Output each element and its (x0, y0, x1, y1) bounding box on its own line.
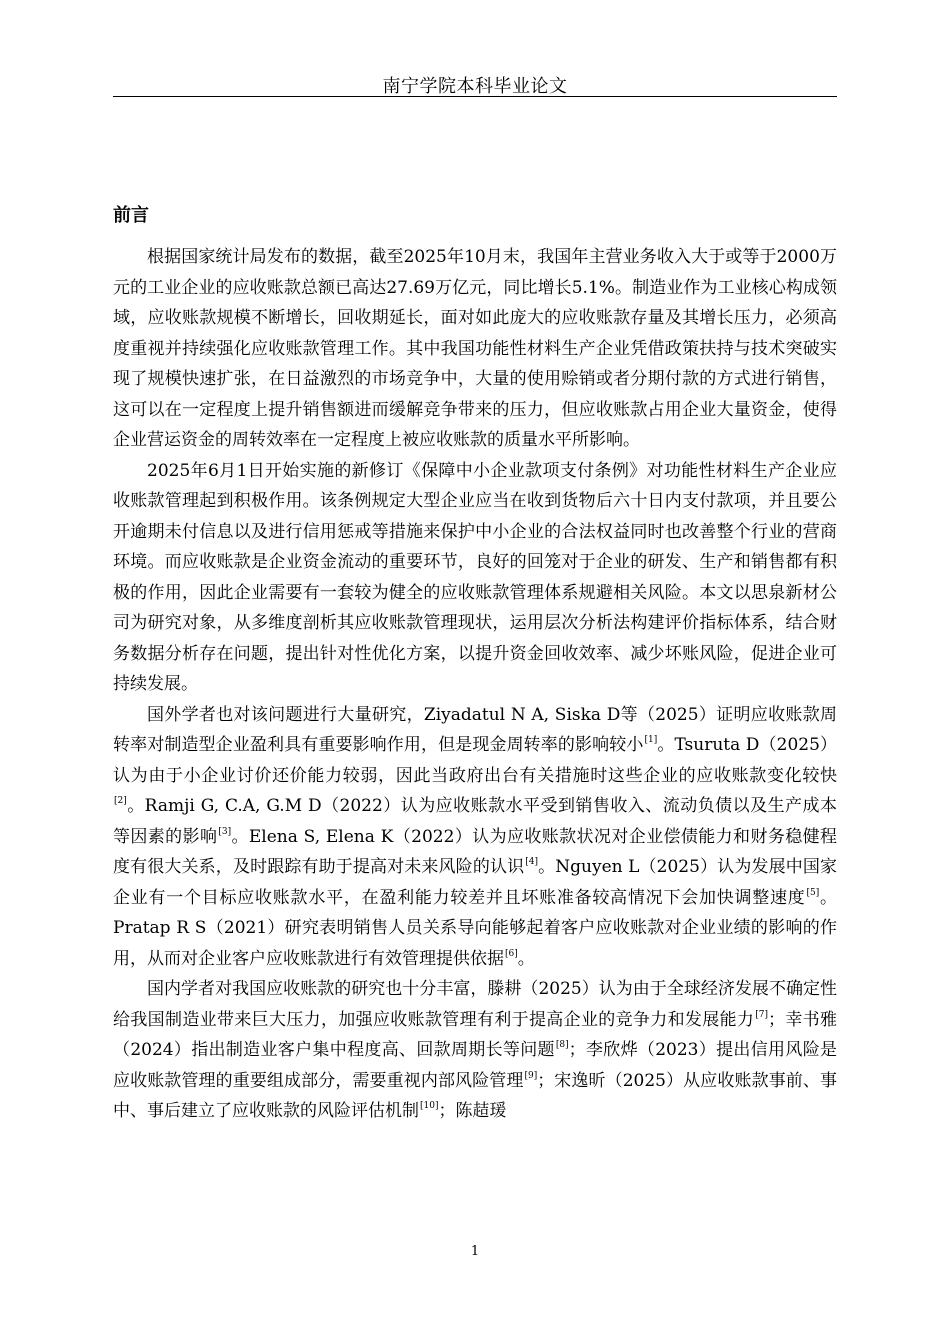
paragraph-text: ；幸书雅（2024）指出制造业客户集中程度高、回款周期长等问题 (113, 1009, 838, 1060)
paragraph-text: ；宋逸昕（2025）从应收账款事前、事中、事后建立了应收账款的风险评估机制 (113, 1070, 837, 1121)
citation-marker: [1] (644, 735, 658, 745)
citation-marker: [7] (755, 1009, 769, 1020)
citation-marker: [3] (218, 826, 232, 837)
paragraph (113, 974, 837, 1127)
paragraph-text: ；李欣烨（2023）提出信用风险是应收账款管理的重要组成部分，需要重视内部风险管理 (113, 1040, 838, 1091)
paragraph (113, 242, 837, 456)
citation-marker: [9] (524, 1070, 538, 1081)
citation-marker: [5] (806, 887, 820, 898)
paragraph-text: 。Elena S, Elena K（2022）认为应收账款状况对企业偿债能力和财务稳健程度有很大关系，及时跟踪有助于提高对未来风险的认识 (113, 826, 837, 877)
body-text (113, 242, 837, 1127)
citation-marker: [8] (555, 1040, 569, 1050)
citation-marker: [6] (505, 948, 518, 959)
citation-marker: [10] (420, 1101, 439, 1111)
paragraph-text: 根据国家统计局发布的数据，截至2025年10月末，我国年主营业务收入大于或等于2000万元的工业企业的应收账款总额已高达27.69万亿元，同比增长5.1%。制造业作为工业核心构成领域，应收账款规模不断增长，回收期延长，面对如此庞大的应收账款存量及其增长压力，必须高度重视并持续强化应收账款管理工作。其中我国功能性材料生产企业凭借政策扶持与技术突破实现了规模快速扩张，在日益激烈的市场竞争中，大量的使用赊销或者分期付款的方式进行销售，这可以在一定程度上提升销售额进而缓解竞争带来的压力，但应收账款占用企业大量资金，使得企业营运资金的周转效率在一定程度上被应收账款的质量水平所影响。 (113, 247, 837, 450)
paragraph-text: 2025年6月1日开始实施的新修订《保障中小企业款项支付条例》对功能性材料生产企业应收账款管理起到积极作用。该条例规定大型企业应当在收到货物后六十日内支付款项，并且要公开逾期未付信息以及进行信用惩戒等措施来保护中小企业的合法权益同时也改善整个行业的营商环境。而应收账款是企业资金流动的重要环节，良好的回笼对于企业的研发、生产和销售都有积极的作用，因此企业需要有一套较为健全的应收账款管理体系规避相关风险。本文以思泉新材公司为研究对象，从多维度剖析其应收账款管理现状，运用层次分析法构建评价指标体系，结合财务数据分析存在问题，提出针对性优化方案，以提升资金回收效率、减少坏账风险，促进企业可持续发展。 (113, 460, 837, 694)
section-heading: 前言 (113, 205, 149, 226)
paragraph-text: 。Tsuruta D（2025）认为由于小企业讨价还价能力较弱，因此当政府出台有关措施时这些企业的应收账款变化较快 (113, 735, 838, 786)
paragraph-text: 国外学者也对该问题进行大量研究，Ziyadatul N A, Siska D等（2025）证明应收账款周转率对制造型企业盈利具有重要影响作用，但是现金周转率的影响较小 (113, 704, 837, 755)
paragraph-text: 国内学者对我国应收账款的研究也十分丰富，滕耕（2025）认为由于全球经济发展不确定性给我国制造业带来巨大压力，加强应收账款管理有利于提高企业的竞争力和发展能力 (113, 979, 837, 1030)
paragraph-text: ；陈趌瑗 (438, 1101, 507, 1121)
citation-marker: [2] (114, 796, 127, 806)
paragraph-text: 。Pratap R S（2021）研究表明销售人员关系导向能够起着客户应收账款对企业业绩的影响的作用，从而对企业客户应收账款进行有效管理提供依据 (113, 887, 838, 969)
paragraph-text: 。 (517, 948, 535, 969)
citation-marker: [4] (525, 857, 538, 867)
page-number: 1 (470, 1244, 480, 1259)
paragraph (113, 700, 837, 975)
paragraph (113, 456, 837, 700)
paragraph-text: 。Nguyen L（2025）认为发展中国家企业有一个目标应收账款水平，在盈利能力较差并且坏账准备较高情况下会加快调整速度 (113, 857, 838, 908)
header-rule (113, 96, 837, 97)
running-header: 南宁学院本科毕业论文 (382, 76, 568, 97)
paragraph-text: 。Ramji G, C.A, G.M D（2022）认为应收账款水平受到销售收入、流动负债以及生产成本等因素的影响 (113, 796, 837, 847)
